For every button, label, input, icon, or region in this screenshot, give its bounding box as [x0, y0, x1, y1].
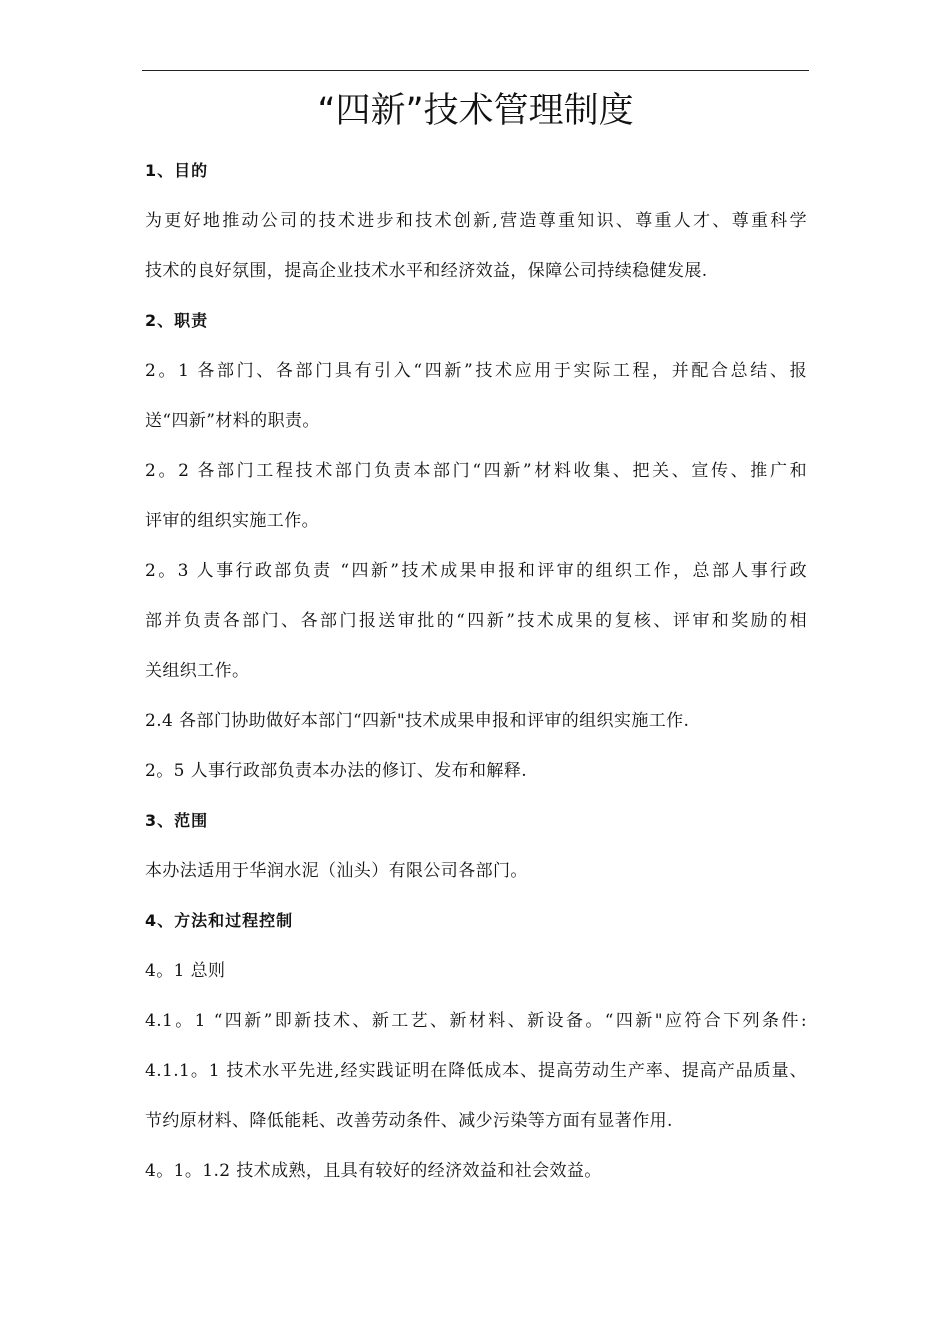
body-text-line: 节约原材料、降低能耗、改善劳动条件、减少污染等方面有显著作用. [145, 1111, 673, 1131]
body-text-line: 送“四新”材料的职责。 [145, 411, 320, 431]
section-heading: 2、职责 [145, 311, 209, 330]
body-text-line: 2。2 各部门工程技术部门负责本部门“四新”材料收集、把关、宣传、推广和 [145, 461, 807, 481]
body-text-line: 4.1.1。1 技术水平先进,经实践证明在降低成本、提高劳动生产率、提高产品质量、 [145, 1061, 807, 1081]
body-text-line: 4.1。1 “四新”即新技术、新工艺、新材料、新设备。“四新"应符合下列条件: [145, 1011, 807, 1031]
body-text-line: 2。3 人事行政部负责 “四新”技术成果申报和评审的组织工作，总部人事行政 [145, 561, 807, 581]
body-text-line: 本办法适用于华润水泥（汕头）有限公司各部门。 [145, 861, 528, 881]
section-heading: 3、范围 [145, 811, 209, 830]
section-heading: 1、目的 [145, 161, 209, 180]
document-title: “四新”技术管理制度 [317, 91, 634, 131]
document-body [145, 146, 807, 1196]
body-text-line: 关组织工作。 [145, 661, 250, 681]
body-text-line: 4。1。1.2 技术成熟，且具有较好的经济效益和社会效益。 [145, 1161, 602, 1181]
body-text-line: 2.4 各部门协助做好本部门“四新"技术成果申报和评审的组织实施工作. [145, 711, 690, 731]
header-rule [142, 70, 809, 71]
body-text-line: 2。5 人事行政部负责本办法的修订、发布和解释. [145, 761, 528, 781]
body-text-line: 2。1 各部门、各部门具有引入“四新”技术应用于实际工程，并配合总结、报 [145, 361, 807, 381]
body-text-line: 技术的良好氛围，提高企业技术水平和经济效益，保障公司持续稳健发展. [145, 261, 708, 281]
body-text-line: 部并负责各部门、各部门报送审批的“四新”技术成果的复核、评审和奖励的相 [145, 611, 807, 631]
body-text-line: 4。1 总则 [145, 961, 226, 981]
body-text-line: 评审的组织实施工作。 [145, 511, 319, 531]
section-heading: 4、方法和过程控制 [145, 911, 294, 930]
body-text-line: 为更好地推动公司的技术进步和技术创新,营造尊重知识、尊重人才、尊重科学 [145, 211, 807, 231]
